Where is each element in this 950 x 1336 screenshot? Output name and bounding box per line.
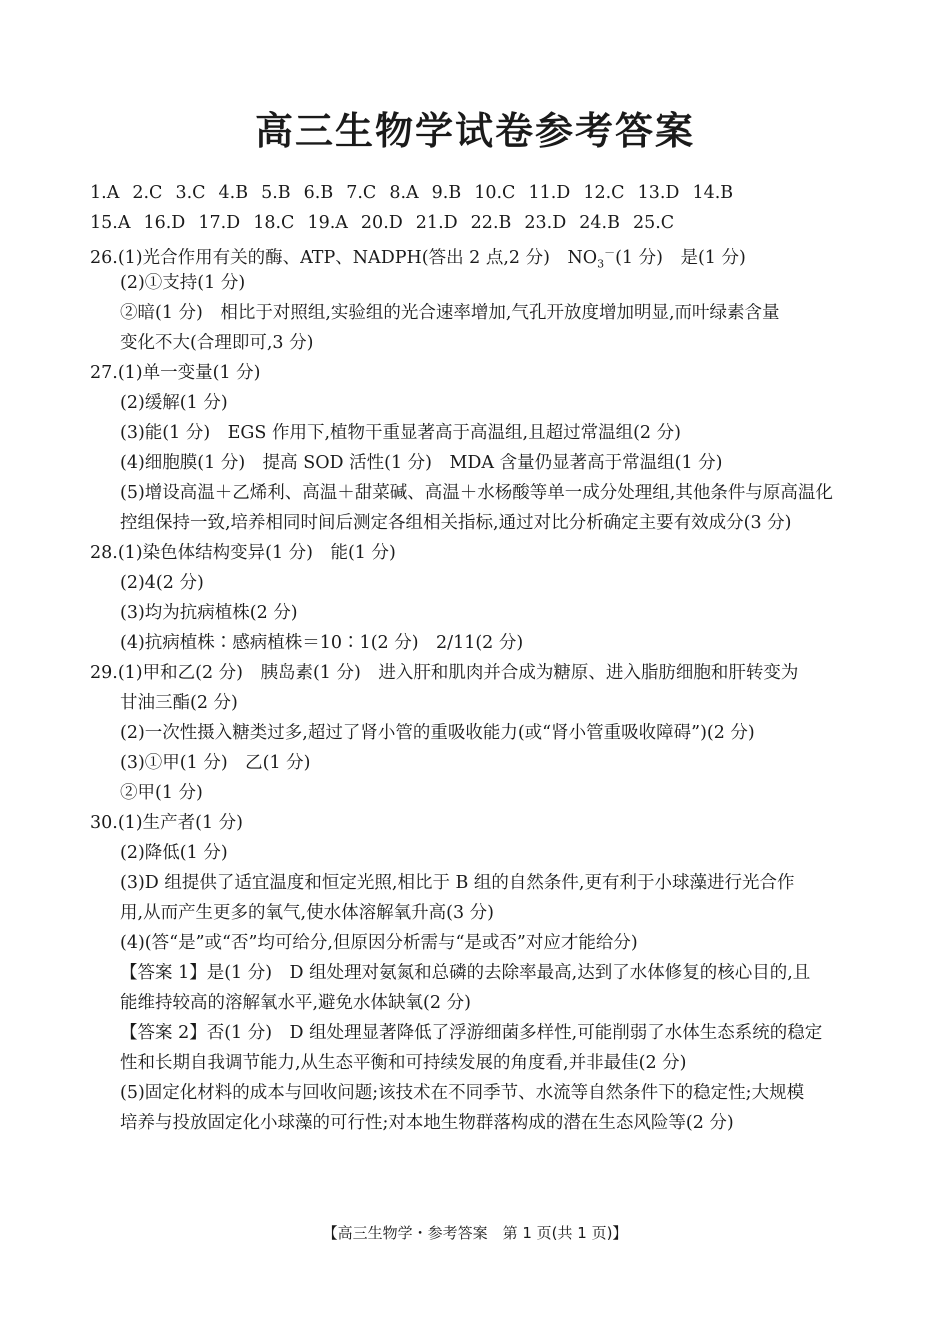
q30-line: 能维持较高的溶解氧水平,避免水体缺氧(2 分): [120, 993, 471, 1013]
nitrate-charge: －: [604, 246, 616, 259]
mc-answers-row-1: [90, 178, 865, 208]
q28-line: 28.(1)染色体结构变异(1 分) 能(1 分): [90, 543, 396, 563]
page-title: 高三生物学试卷参考答案: [254, 109, 695, 153]
mc-answer: 25.C: [632, 213, 675, 233]
q30-line: 30.(1)生产者(1 分): [90, 813, 243, 833]
q28-line: (4)抗病植株∶感病植株＝10∶1(2 分) 2/11(2 分): [120, 633, 524, 653]
mc-answer: 22.B: [470, 213, 512, 233]
mc-answer: 19.A: [307, 213, 348, 233]
mc-answer: 20.D: [360, 213, 403, 233]
mc-answer: 2.C: [132, 183, 163, 203]
mc-answers-row-2: [90, 208, 865, 238]
q26-line-4: 变化不大(合理即可,3 分): [120, 333, 314, 353]
mc-answer: 13.D: [637, 183, 680, 203]
q27-line: 27.(1)单一变量(1 分): [90, 363, 261, 383]
mc-answer: 11.D: [528, 183, 571, 203]
answer-content: [90, 178, 865, 1138]
q27-line: (4)细胞膜(1 分) 提高 SOD 活性(1 分) MDA 含量仍显著高于常温组(1 分): [120, 453, 723, 473]
mc-answer: 15.A: [90, 213, 131, 233]
mc-answer: 17.D: [198, 213, 241, 233]
q27-line: (5)增设高温＋乙烯利、高温＋甜菜碱、高温＋水杨酸等单一成分处理组,其他条件与原高温化: [120, 483, 833, 503]
mc-answer: 1.A: [90, 183, 120, 203]
mc-answer: 7.C: [346, 183, 377, 203]
mc-answer: 21.D: [415, 213, 458, 233]
q28-line: (3)均为抗病植株(2 分): [120, 603, 298, 623]
page-footer: 【高三生物学・参考答案 第 1 页(共 1 页)】: [322, 1224, 628, 1242]
mc-answer: 14.B: [692, 183, 734, 203]
q29-line: (2)一次性摄入糖类过多,超过了肾小管的重吸收能力(或“肾小管重吸收障碍”)(2 分): [120, 723, 755, 743]
q26-text: (1 分) 是(1 分): [615, 247, 746, 268]
mc-answer: 3.C: [175, 183, 206, 203]
q30-line: 【答案 1】是(1 分) D 组处理对氨氮和总磷的去除率最高,达到了水体修复的核心目的,且: [120, 963, 811, 983]
nitrate-subscript: 3: [597, 257, 605, 271]
mc-answer: 9.B: [431, 183, 462, 203]
q30-line: 培养与投放固定化小球藻的可行性;对本地生物群落构成的潜在生态风险等(2 分): [120, 1113, 734, 1133]
mc-answer: 12.C: [583, 183, 625, 203]
mc-answer: 8.A: [389, 183, 419, 203]
mc-answer: 23.D: [524, 213, 567, 233]
q29-line: ②甲(1 分): [120, 783, 203, 803]
q29-line: 29.(1)甲和乙(2 分) 胰岛素(1 分) 进入肝和肌肉并合成为糖原、进入脂肪细胞和肝转变为: [90, 663, 799, 683]
q30-line: (5)固定化材料的成本与回收问题;该技术在不同季节、水流等自然条件下的稳定性;大规模: [120, 1083, 805, 1103]
mc-answer: 10.C: [474, 183, 516, 203]
q26-line-2: (2)①支持(1 分): [120, 273, 246, 293]
q30-line: (4)(答“是”或“否”均可给分,但原因分析需与“是或否”对应才能给分): [120, 933, 638, 953]
q27-line: (2)缓解(1 分): [120, 393, 228, 413]
q30-line: 性和长期自我调节能力,从生态平衡和可持续发展的角度看,并非最佳(2 分): [120, 1053, 687, 1073]
q30-line: (3)D 组提供了适宜温度和恒定光照,相比于 B 组的自然条件,更有利于小球藻进行光合作: [120, 873, 795, 893]
mc-answer: 18.C: [253, 213, 295, 233]
mc-answer: 24.B: [579, 213, 620, 233]
q26-text: 26.(1)光合作用有关的酶、ATP、NADPH(答出 2 点,2 分) NO: [90, 247, 598, 268]
mc-answer: 4.B: [218, 183, 249, 203]
q26-line-3: ②暗(1 分) 相比于对照组,实验组的光合速率增加,气孔开放度增加明显,而叶绿素含量: [120, 303, 780, 323]
q30-line: 【答案 2】否(1 分) D 组处理显著降低了浮游细菌多样性,可能削弱了水体生态系统的稳定: [120, 1023, 823, 1043]
q28-line: (2)4(2 分): [120, 573, 204, 593]
q29-line: (3)①甲(1 分) 乙(1 分): [120, 753, 311, 773]
q29-line: 甘油三酯(2 分): [120, 693, 238, 713]
q26-line-1: [90, 238, 865, 271]
mc-answer: 6.B: [303, 183, 334, 203]
q27-line: 控组保持一致,培养相同时间后测定各组相关指标,通过对比分析确定主要有效成分(3 分): [120, 513, 792, 533]
mc-answer: 5.B: [261, 183, 291, 203]
mc-answer: 16.D: [143, 213, 186, 233]
q27-line: (3)能(1 分) EGS 作用下,植物干重显著高于高温组,且超过常温组(2 分): [120, 423, 681, 443]
q30-line: (2)降低(1 分): [120, 843, 228, 863]
q30-line: 用,从而产生更多的氧气,使水体溶解氧升高(3 分): [120, 903, 494, 923]
